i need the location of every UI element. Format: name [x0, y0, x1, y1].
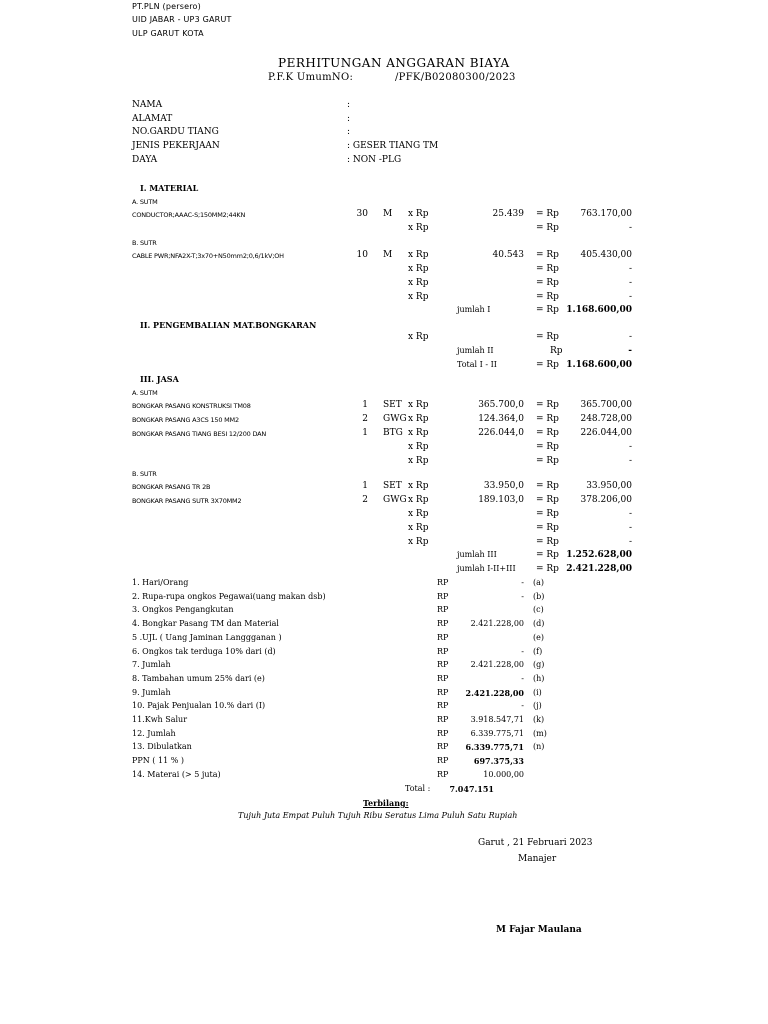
- summary-label: 4. Bongkar Pasang TM dan Material: [132, 619, 279, 629]
- position: Manajer: [518, 854, 557, 864]
- item-total: 33.950,00: [586, 481, 632, 491]
- summary-label: 6. Ongkos tak terduga 10% dari (d): [132, 646, 276, 656]
- item-total: 365.700,00: [580, 400, 632, 410]
- x-rp: x Rp: [408, 523, 429, 533]
- item-total: 1.252.628,00: [566, 550, 632, 560]
- summary-label: 12. Jumlah: [132, 728, 176, 738]
- x-rp: x Rp: [408, 292, 429, 302]
- x-rp: x Rp: [408, 400, 429, 410]
- item-total: -: [628, 264, 632, 274]
- eq-rp: = Rp: [536, 292, 559, 302]
- total-label: Total :: [405, 784, 431, 793]
- item-total: -: [628, 346, 632, 356]
- item-total: -: [628, 332, 632, 342]
- eq-rp: = Rp: [536, 564, 559, 574]
- summary-currency: RP: [437, 660, 449, 670]
- summary-label: 9. Jumlah: [132, 687, 171, 697]
- total-value: 7.047.151: [449, 784, 494, 794]
- x-rp: x Rp: [408, 264, 429, 274]
- item-total: -: [628, 223, 632, 233]
- eq-rp: = Rp: [536, 414, 559, 424]
- subtotal-label: jumlah I-II+III: [457, 564, 516, 573]
- item-price: 189.103,0: [478, 495, 524, 505]
- item-description: BONGKAR PASANG TR 2B: [132, 483, 211, 491]
- eq-rp: = Rp: [536, 550, 559, 560]
- x-rp: x Rp: [408, 209, 429, 219]
- eq-rp: = Rp: [536, 428, 559, 438]
- item-total: 405.430,00: [580, 250, 632, 260]
- item-unit: SET: [383, 481, 402, 491]
- x-rp: x Rp: [408, 250, 429, 260]
- summary-code: (j): [533, 701, 542, 711]
- summary-currency: RP: [437, 619, 449, 629]
- summary-code: (k): [533, 715, 545, 724]
- summary-value: -: [521, 591, 524, 601]
- summary-value: -: [521, 646, 524, 656]
- summary-currency: RP: [437, 646, 449, 656]
- item-description: CONDUCTOR;AAAC-S;150MM2;44KN: [132, 211, 246, 219]
- eq-rp: = Rp: [536, 456, 559, 466]
- item-price: 40.543: [492, 250, 524, 260]
- summary-currency: RP: [437, 756, 449, 766]
- item-total: -: [628, 456, 632, 466]
- info-value: : NON -PLG: [347, 155, 402, 165]
- info-label: NO.GARDU TIANG: [132, 127, 219, 137]
- summary-currency: RP: [437, 673, 449, 683]
- summary-currency: RP: [437, 715, 449, 724]
- item-total: 1.168.600,00: [566, 360, 632, 370]
- eq-rp: Rp: [550, 346, 563, 356]
- item-total: 2.421.228,00: [566, 564, 632, 574]
- item-total: 763.170,00: [580, 209, 632, 219]
- item-qty: 2: [362, 414, 368, 424]
- info-label: DAYA: [132, 155, 158, 165]
- summary-value: 6.339.775,71: [470, 728, 524, 738]
- summary-code: (e): [533, 632, 544, 642]
- item-unit: GWG: [383, 495, 407, 505]
- summary-code: (h): [533, 673, 545, 683]
- summary-label: 14. Materai (> 5 juta): [132, 769, 221, 779]
- item-qty: 2: [362, 495, 368, 505]
- summary-currency: RP: [437, 591, 449, 601]
- item-qty: 30: [356, 209, 368, 219]
- item-total: -: [628, 537, 632, 547]
- x-rp: x Rp: [408, 537, 429, 547]
- eq-rp: = Rp: [536, 305, 559, 315]
- summary-code: (g): [533, 660, 545, 670]
- page-title: PERHITUNGAN ANGGARAN BIAYA: [278, 56, 510, 70]
- item-total: 1.168.600,00: [566, 305, 632, 315]
- item-total: -: [628, 523, 632, 533]
- summary-currency: RP: [437, 769, 449, 779]
- info-value: :: [347, 114, 351, 124]
- item-qty: 1: [362, 400, 368, 410]
- item-total: -: [628, 442, 632, 452]
- item-description: BONGKAR PASANG TIANG BESI 12/200 DAN: [132, 430, 267, 438]
- item-total: -: [628, 278, 632, 288]
- info-label: NAMA: [132, 100, 163, 110]
- eq-rp: = Rp: [536, 209, 559, 219]
- item-price: 124.364,0: [478, 414, 524, 424]
- summary-code: (d): [533, 619, 545, 629]
- item-description: BONGKAR PASANG KONSTRUKSI TM08: [132, 402, 251, 410]
- item-total: -: [628, 292, 632, 302]
- summary-label: 1. Hari/Orang: [132, 578, 189, 587]
- subsection-sutm: A. SUTM: [132, 198, 158, 206]
- section-material: I. MATERIAL: [140, 183, 199, 193]
- eq-rp: = Rp: [536, 332, 559, 342]
- company-subunit: ULP GARUT KOTA: [132, 29, 204, 38]
- item-unit: M: [383, 250, 393, 260]
- summary-label: 3. Ongkos Pengangkutan: [132, 605, 234, 615]
- x-rp: x Rp: [408, 332, 429, 342]
- eq-rp: = Rp: [536, 360, 559, 370]
- info-label: JENIS PEKERJAAN: [132, 141, 220, 151]
- summary-label: 8. Tambahan umum 25% dari (e): [132, 673, 265, 683]
- summary-currency: RP: [437, 701, 449, 711]
- x-rp: x Rp: [408, 495, 429, 505]
- summary-currency: RP: [437, 687, 449, 697]
- section-pengembalian: II. PENGEMBALIAN MAT.BONGKARAN: [140, 320, 317, 330]
- x-rp: x Rp: [408, 278, 429, 288]
- summary-currency: RP: [437, 578, 449, 587]
- signer-name: M Fajar Maulana: [496, 925, 582, 935]
- summary-code: (b): [533, 591, 545, 601]
- summary-code: (i): [533, 687, 542, 697]
- summary-code: (n): [533, 742, 545, 752]
- eq-rp: = Rp: [536, 400, 559, 410]
- item-unit: SET: [383, 400, 402, 410]
- item-total: -: [628, 509, 632, 519]
- item-total: 226.044,00: [580, 428, 632, 438]
- item-price: 226.044,0: [478, 428, 524, 438]
- x-rp: x Rp: [408, 223, 429, 233]
- eq-rp: = Rp: [536, 223, 559, 233]
- item-description: BONGKAR PASANG A3CS 150 MM2: [132, 416, 239, 424]
- terbilang-label: Terbilang:: [363, 798, 409, 808]
- subtotal-label: Total I - II: [457, 360, 497, 369]
- eq-rp: = Rp: [536, 537, 559, 547]
- item-price: 25.439: [492, 209, 524, 219]
- summary-label: 7. Jumlah: [132, 660, 171, 670]
- item-total: 378.206,00: [580, 495, 632, 505]
- summary-label: 11.Kwh Salur: [132, 715, 188, 724]
- company-unit: UID JABAR - UP3 GARUT: [132, 15, 232, 24]
- subtotal-label: jumlah III: [457, 550, 497, 559]
- summary-label: 13. Dibulatkan: [132, 742, 192, 752]
- summary-value: 2.421.228,00: [470, 619, 524, 629]
- section-jasa: III. JASA: [140, 374, 179, 384]
- summary-currency: RP: [437, 605, 449, 615]
- info-value: :: [347, 127, 351, 137]
- summary-value: -: [521, 578, 524, 587]
- summary-currency: RP: [437, 742, 449, 752]
- item-qty: 1: [362, 481, 368, 491]
- summary-currency: RP: [437, 728, 449, 738]
- item-total: 248.728,00: [580, 414, 632, 424]
- item-unit: GWG: [383, 414, 407, 424]
- summary-code: (f): [533, 646, 543, 656]
- x-rp: x Rp: [408, 428, 429, 438]
- subtotal-label: jumlah I: [457, 305, 491, 314]
- eq-rp: = Rp: [536, 495, 559, 505]
- summary-value: 6.339.775,71: [465, 742, 524, 753]
- summary-code: (c): [533, 605, 544, 615]
- summary-value: 697.375,33: [473, 756, 524, 767]
- summary-value: -: [521, 701, 524, 711]
- pfk-number: /PFK/B02080300/2023: [395, 72, 516, 83]
- summary-label: PPN ( 11 % ): [132, 756, 184, 766]
- eq-rp: = Rp: [536, 442, 559, 452]
- summary-value: 10.000,00: [483, 769, 524, 779]
- item-qty: 1: [362, 428, 368, 438]
- subsection-sutr: B. SUTR: [132, 239, 157, 247]
- eq-rp: = Rp: [536, 509, 559, 519]
- item-description: CABLE PWR;NFA2X-T;3x70+N50mm2;0,6/1kV;OH: [132, 252, 284, 260]
- summary-label: 5 .UJL ( Uang Jaminan Langgganan ): [132, 632, 282, 642]
- summary-value: -: [521, 673, 524, 683]
- item-unit: BTG: [383, 428, 403, 438]
- eq-rp: = Rp: [536, 264, 559, 274]
- terbilang-text: Tujuh Juta Empat Puluh Tujuh Ribu Seratus Lima Puluh Satu Rupiah: [238, 811, 518, 820]
- item-price: 365.700,0: [478, 400, 524, 410]
- company-name: PT.PLN (persero): [132, 2, 201, 11]
- item-price: 33.950,0: [483, 481, 524, 491]
- subsection-sutr: B. SUTR: [132, 470, 157, 478]
- x-rp: x Rp: [408, 414, 429, 424]
- summary-currency: RP: [437, 632, 449, 642]
- info-label: ALAMAT: [132, 114, 173, 124]
- x-rp: x Rp: [408, 481, 429, 491]
- summary-code: (m): [533, 728, 547, 738]
- eq-rp: = Rp: [536, 481, 559, 491]
- summary-value: 2.421.228,00: [465, 687, 524, 698]
- item-description: BONGKAR PASANG SUTR 3X70MM2: [132, 497, 242, 505]
- x-rp: x Rp: [408, 456, 429, 466]
- eq-rp: = Rp: [536, 278, 559, 288]
- summary-value: 3.918.547,71: [470, 715, 524, 724]
- x-rp: x Rp: [408, 509, 429, 519]
- summary-label: 2. Rupa-rupa ongkos Pegawai(uang makan dsb): [132, 591, 326, 601]
- eq-rp: = Rp: [536, 523, 559, 533]
- info-value: :: [347, 100, 351, 110]
- subsection-sutm: A. SUTM: [132, 389, 158, 397]
- item-unit: M: [383, 209, 393, 219]
- summary-value: 2.421.228,00: [470, 660, 524, 670]
- x-rp: x Rp: [408, 442, 429, 452]
- pfk-label: P.F.K UmumNO:: [268, 72, 354, 83]
- summary-label: 10. Pajak Penjualan 10.% dari (I): [132, 701, 266, 711]
- eq-rp: = Rp: [536, 250, 559, 260]
- item-qty: 10: [356, 250, 368, 260]
- summary-code: (a): [533, 578, 545, 587]
- subtotal-label: jumlah II: [457, 346, 494, 355]
- place-date: Garut , 21 Februari 2023: [478, 838, 593, 848]
- info-value: : GESER TIANG TM: [347, 141, 439, 151]
